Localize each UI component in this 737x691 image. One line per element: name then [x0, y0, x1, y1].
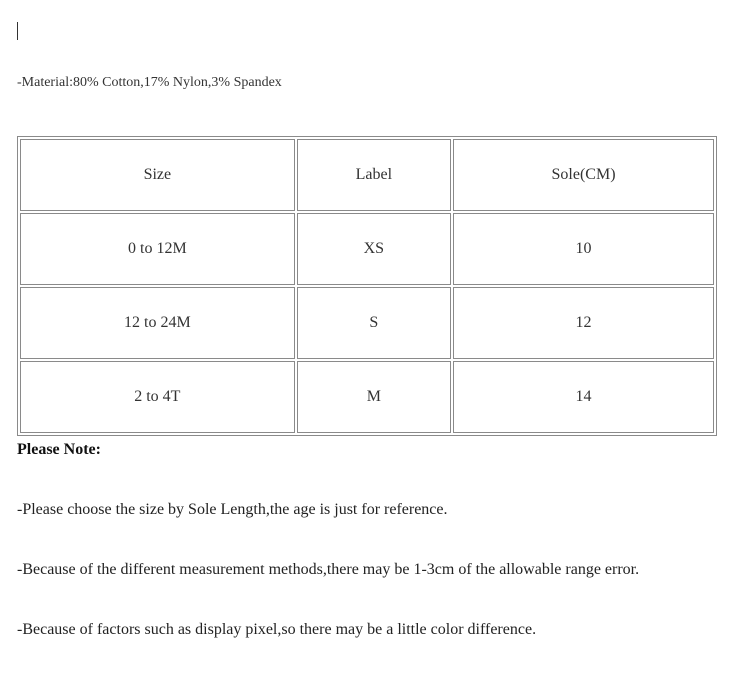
cell-label: S [297, 287, 451, 359]
table-row [20, 361, 714, 433]
header-sole: Sole(CM) [453, 139, 714, 211]
size-chart-table [17, 136, 717, 436]
cell-sole: 12 [453, 287, 714, 359]
note-title: Please Note: [17, 441, 101, 458]
cell-size: 12 to 24M [20, 287, 295, 359]
cell-sole: 10 [453, 213, 714, 285]
note-line-sole-length: -Please choose the size by Sole Length,the age is just for reference. [17, 501, 448, 518]
cell-size: 0 to 12M [20, 213, 295, 285]
cell-sole: 14 [453, 361, 714, 433]
table-header-row [20, 139, 714, 211]
cell-label: XS [297, 213, 451, 285]
table-row [20, 213, 714, 285]
text-cursor [17, 22, 18, 40]
cell-label: M [297, 361, 451, 433]
cell-size: 2 to 4T [20, 361, 295, 433]
table-row [20, 287, 714, 359]
header-label: Label [297, 139, 451, 211]
note-line-measurement-error: -Because of the different measurement methods,there may be 1-3cm of the allowable range error. [17, 561, 640, 578]
material-text: -Material:80% Cotton,17% Nylon,3% Spandex [17, 75, 282, 90]
header-size: Size [20, 139, 295, 211]
note-line-color-difference: -Because of factors such as display pixel,so there may be a little color difference. [17, 621, 537, 638]
